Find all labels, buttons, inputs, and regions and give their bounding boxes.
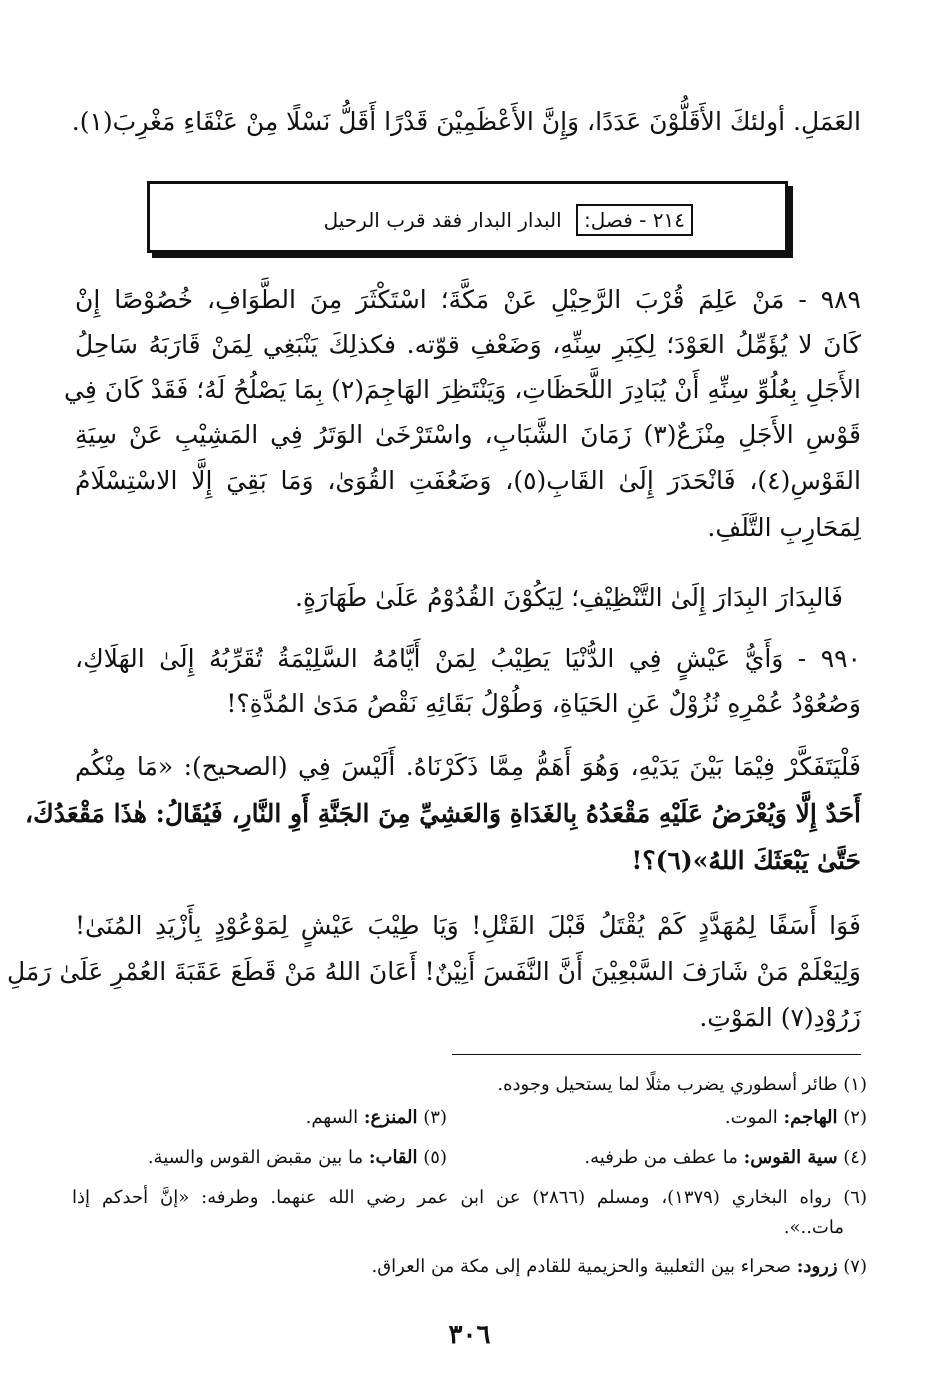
paragraph-989-line: قَوْسِ الأَجَلِ مِنْزَعٌ(٣) زَمَانَ الشَّبَابِ، واسْتَرْخَىٰ الوَتَرُ فِي المَشِيْبِ عَنْ سِيَةِ xyxy=(75,420,861,449)
paragraph-989-line: كَانَ لا يُؤَمِّلُ العَوْدَ؛ لِكِبَرِ سِنِّهِ، وَضَعْفِ قوّته. فكذلِكَ يَنْبَغِي لِمَنْ قَارَبَهُ سَاحِلُ xyxy=(75,330,861,359)
footnote-7-number: (٧) xyxy=(843,1256,867,1277)
paragraph-990-line: وَصُعُوْدُ عُمْرِهِ نُزُوْلٌ عَنِ الحَيَاةِ، وَطُوْلُ بَقَائِهِ نَقْصُ مَدَىٰ المُدَّةِ؟! xyxy=(226,689,861,718)
footnote-4 xyxy=(584,1144,867,1172)
footnote-3 xyxy=(306,1104,447,1132)
intro-line: العَمَلِ. أولئكَ الأَقَلُّوْنَ عَدَدًا، وَإِنَّ الأَعْظَمِيْنَ قَدْرًا أَقَلُّ نَسْلًا مِنْ عَنْقَاءِ مَغْرِبَ(١). xyxy=(71,107,861,136)
paragraph-sorrow-line: زَرُوْدِ(٧) المَوْتِ. xyxy=(699,1003,861,1032)
paragraph-989-line: ٩٨٩ - مَنْ عَلِمَ قُرْبَ الرَّحِيْلِ عَنْ مَكَّةَ؛ اسْتَكْثَرَ مِنَ الطَّوَافِ، خُصُوْصًا إِنْ xyxy=(75,285,861,314)
footnote-7-term: زرود: xyxy=(796,1256,838,1277)
paragraph-990-line: ٩٩٠ - وَأَيُّ عَيْشٍ فِي الدُّنْيَا يَطِيْبُ لِمَنْ أَيَّامُهُ السَّلِيْمَةُ تُقَرِّبُهُ إِلَىٰ الهَلَاكِ، xyxy=(75,644,861,673)
footnote-2 xyxy=(725,1104,867,1132)
chapter-title: البدار البدار فقد قرب الرحيل xyxy=(323,208,562,232)
footnote-5 xyxy=(148,1144,447,1172)
footnote-4-term: سية القوس: xyxy=(743,1147,838,1168)
paragraph-reflection-line: فَلْيَتَفَكَّرْ فِيْمَا بَيْنَ يَدَيْهِ، وَهُوَ أَهَمُّ مِمَّا ذَكَرْنَاهُ. أَلَيْسَ فِي (الصحيح): «مَا مِنْكُم xyxy=(75,752,861,781)
footnote-5-term: القاب: xyxy=(368,1147,418,1168)
footnote-2-definition: الموت. xyxy=(724,1107,778,1128)
footnote-2-term: الهاجم: xyxy=(783,1107,838,1128)
footnote-2-number: (٢) xyxy=(843,1107,867,1128)
footnote-3-definition: السهم. xyxy=(305,1107,359,1128)
footnote-7 xyxy=(371,1253,867,1281)
paragraph-989-line: القَوْسِ(٤)، فَانْحَدَرَ إِلَىٰ القَابِ(٥)، وَضَعُفَتِ القُوَىٰ، وَمَا بَقِيَ إِلَّا الاسْتِسْلَامُ xyxy=(75,466,861,495)
footnote-3-number: (٣) xyxy=(423,1107,447,1128)
paragraph-sorrow-line: فَوَا أَسَفًا لِمُهَدَّدٍ كَمْ يُقْتَلُ قَبْلَ القَتْلِ! وَيَا طِيْبَ عَيْشٍ لِمَوْعُوْدٍ بِأَزْيَدِ المُنَىٰ! xyxy=(75,911,861,940)
paragraph-reflection-line: حَتَّىٰ يَبْعَثَكَ اللهُ»(٦)؟! xyxy=(631,846,861,875)
paragraph-bidar: فَالبِدَارَ البِدَارَ إِلَىٰ التَّنْظِيْفِ؛ لِيَكُوْنَ القُدُوْمُ عَلَىٰ طَهَارَةٍ. xyxy=(295,583,843,612)
footnote-divider xyxy=(452,1054,861,1055)
footnote-6-line: (٦) رواه البخاري (١٣٧٩)، ومسلم (٢٨٦٦) عن ابن عمر رضي الله عنهما. وطرفه: «إنَّ أحدكم إذا xyxy=(72,1187,867,1208)
footnote-5-number: (٥) xyxy=(423,1147,447,1168)
footnote-4-number: (٤) xyxy=(843,1147,867,1168)
footnote-3-term: المنزع: xyxy=(363,1107,418,1128)
chapter-number: ٢١٤ - فصل: xyxy=(576,204,693,236)
page-number: ٣٠٦ xyxy=(448,1320,491,1350)
footnote-5-definition: ما بين مقبض القوس والسية. xyxy=(147,1147,364,1168)
chapter-heading xyxy=(324,204,693,236)
paragraph-sorrow-line: وَلِيَعْلَمْ مَنْ شَارَفَ السَّبْعِيْنَ أَنَّ النَّفَسَ أَنِيْنٌ! أَعَانَ اللهُ مَنْ قَطَعَ عَقَبَةَ العُمْرِ عَلَىٰ رَمَلِ xyxy=(6,957,861,986)
paragraph-989-line: الأَجَلِ بِعُلُوِّ سِنِّهِ أَنْ يُبَادِرَ اللَّحَظَاتِ، وَيَنْتَظِرَ الهَاجِمَ(٢) بِمَا يَصْلُحُ لَهُ؛ فَقَدْ كَانَ فِي xyxy=(64,375,861,404)
chapter-heading-box xyxy=(147,181,788,253)
footnote-6-line: مات..». xyxy=(783,1217,844,1238)
paragraph-989-line: لِمَحَارِبِ التَّلَفِ. xyxy=(707,513,861,542)
footnote-1: (١) طائر أسطوري يضرب مثلًا لما يستحيل وجوده. xyxy=(497,1074,867,1095)
footnote-7-definition: صحراء بين الثعلبية والحزيمية للقادم إلى مكة من العراق. xyxy=(371,1256,792,1277)
paragraph-reflection-line: أَحَدٌ إِلَّا وَيُعْرَضُ عَلَيْهِ مَقْعَدُهُ بِالغَدَاةِ وَالعَشِيِّ مِنَ الجَنَّةِ أَوِ النَّارِ، فَيُقَالُ: هٰذَا مَقْعَدُكَ، xyxy=(25,799,861,828)
footnote-4-definition: ما عطف من طرفيه. xyxy=(584,1147,738,1168)
